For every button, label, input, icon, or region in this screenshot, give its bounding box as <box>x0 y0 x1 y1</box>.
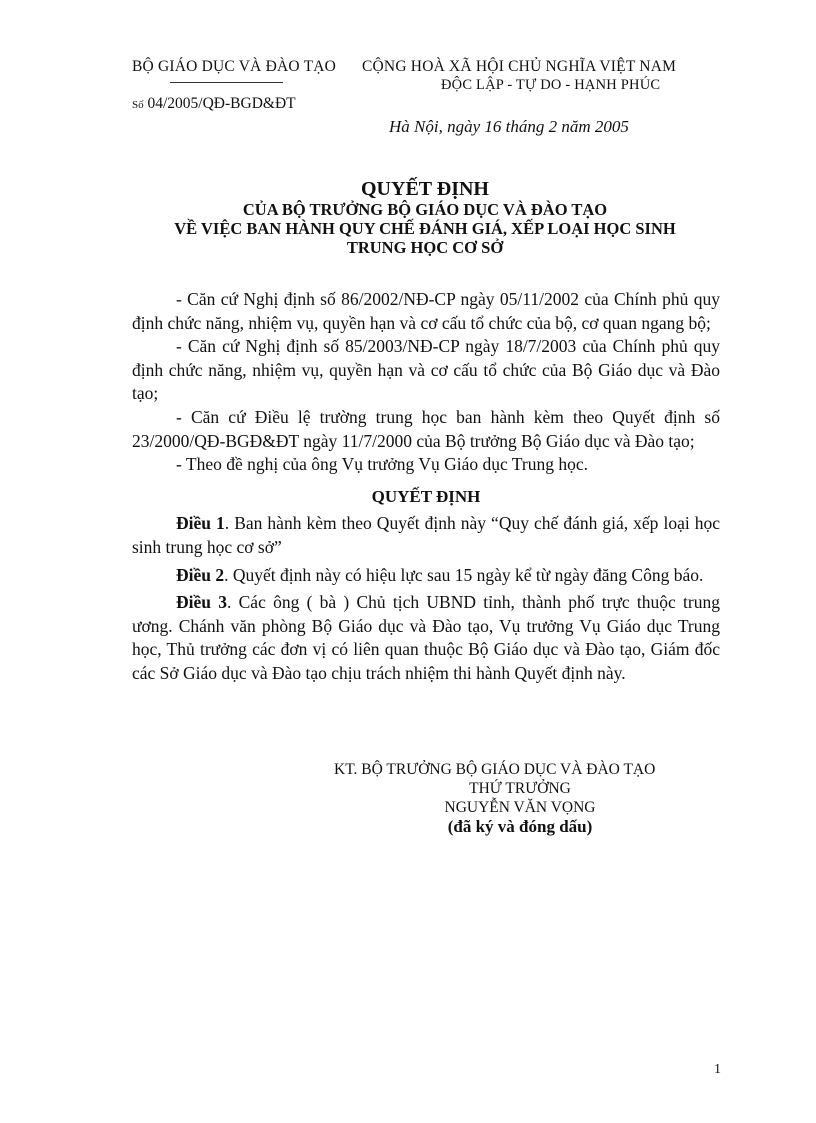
article-text: . Ban hành kèm theo Quyết định này “Quy chế đánh giá, xếp loại học sinh trung học cơ sở” <box>132 513 721 557</box>
article-2 <box>132 564 720 588</box>
decision-heading: QUYẾT ĐỊNH <box>371 486 481 506</box>
article-text: . Các ông ( bà ) Chủ tịch UBND tỉnh, thành phố trực thuộc trung ương. Chánh văn phòng Bộ Giáo dục và Đào tạo, Vụ trưởng Vụ Giáo dục Trung học, Thủ trưởng các đơn vị có liên quan thuộc Bộ Giáo dục và Đào tạo, Giám đốc các Sở Giáo dục và Đào tạo chịu trách nhiệm thi hành Quyết định này. <box>132 592 720 683</box>
ministry-name: BỘ GIÁO DỤC VÀ ĐÀO TẠO <box>132 58 337 75</box>
article-3 <box>132 591 720 685</box>
article-1 <box>132 512 720 559</box>
republic-name: CỘNG HOÀ XÃ HỘI CHỦ NGHĨA VIỆT NAM <box>362 58 677 75</box>
title-line-2: VỀ VIỆC BAN HÀNH QUY CHẾ ĐÁNH GIÁ, XẾP LOẠI HỌC SINH <box>174 219 676 238</box>
preamble-item: - Căn cứ Nghị định số 85/2003/NĐ-CP ngày 18/7/2003 của Chính phủ quy định chức năng, nhiệm vụ, quyền hạn và cơ cấu tổ chức của Bộ Giáo dục và Đào tạo; <box>132 336 720 404</box>
article-text: . Quyết định này có hiệu lực sau 15 ngày kể từ ngày đăng Công báo. <box>224 564 704 585</box>
signature-note: (đã ký và đóng dấu) <box>447 817 593 836</box>
national-motto: ĐỘC LẬP - TỰ DO - HẠNH PHÚC <box>441 77 661 93</box>
preamble-item: - Theo đề nghị của ông Vụ trưởng Vụ Giáo dục Trung học. <box>176 454 588 475</box>
document-number-value: 04/2005/QĐ-BGD&ĐT <box>147 95 296 112</box>
title-line-3: TRUNG HỌC CƠ SỞ <box>346 238 504 257</box>
place-date: Hà Nội, ngày 16 tháng 2 năm 2005 <box>389 117 629 136</box>
article-label: Điều 1 <box>176 513 225 534</box>
document-number-prefix: Số <box>132 99 144 111</box>
title-line-1: CỦA BỘ TRƯỞNG BỘ GIÁO DỤC VÀ ĐÀO TẠO <box>242 200 608 219</box>
page-number: 1 <box>714 1062 721 1077</box>
document-body <box>132 288 720 686</box>
document-number <box>132 95 296 113</box>
document-title <box>120 178 730 257</box>
signing-authority: KT. BỘ TRƯỞNG BỘ GIÁO DỤC VÀ ĐÀO TẠO <box>334 761 656 778</box>
preamble-item: - Căn cứ Nghị định số 86/2002/NĐ-CP ngày 05/11/2002 của Chính phủ quy định chức năng, nhiệm vụ, quyền hạn và cơ cấu tổ chức của bộ, cơ quan ngang bộ; <box>132 289 720 333</box>
signer-position: THỨ TRƯỞNG <box>469 780 571 797</box>
signature-block <box>320 760 720 836</box>
article-label: Điều 3 <box>176 592 227 613</box>
ministry-underline <box>170 82 283 83</box>
signer-name: NGUYỄN VĂN VỌNG <box>444 799 596 816</box>
preamble-item: - Căn cứ Điều lệ trường trung học ban hành kèm theo Quyết định số 23/2000/QĐ-BGĐ&ĐT ngày 11/7/2000 của Bộ trưởng Bộ Giáo dục và Đào tạo; <box>132 406 720 451</box>
article-label: Điều 2 <box>176 564 225 585</box>
title-main: QUYẾT ĐỊNH <box>361 178 489 200</box>
